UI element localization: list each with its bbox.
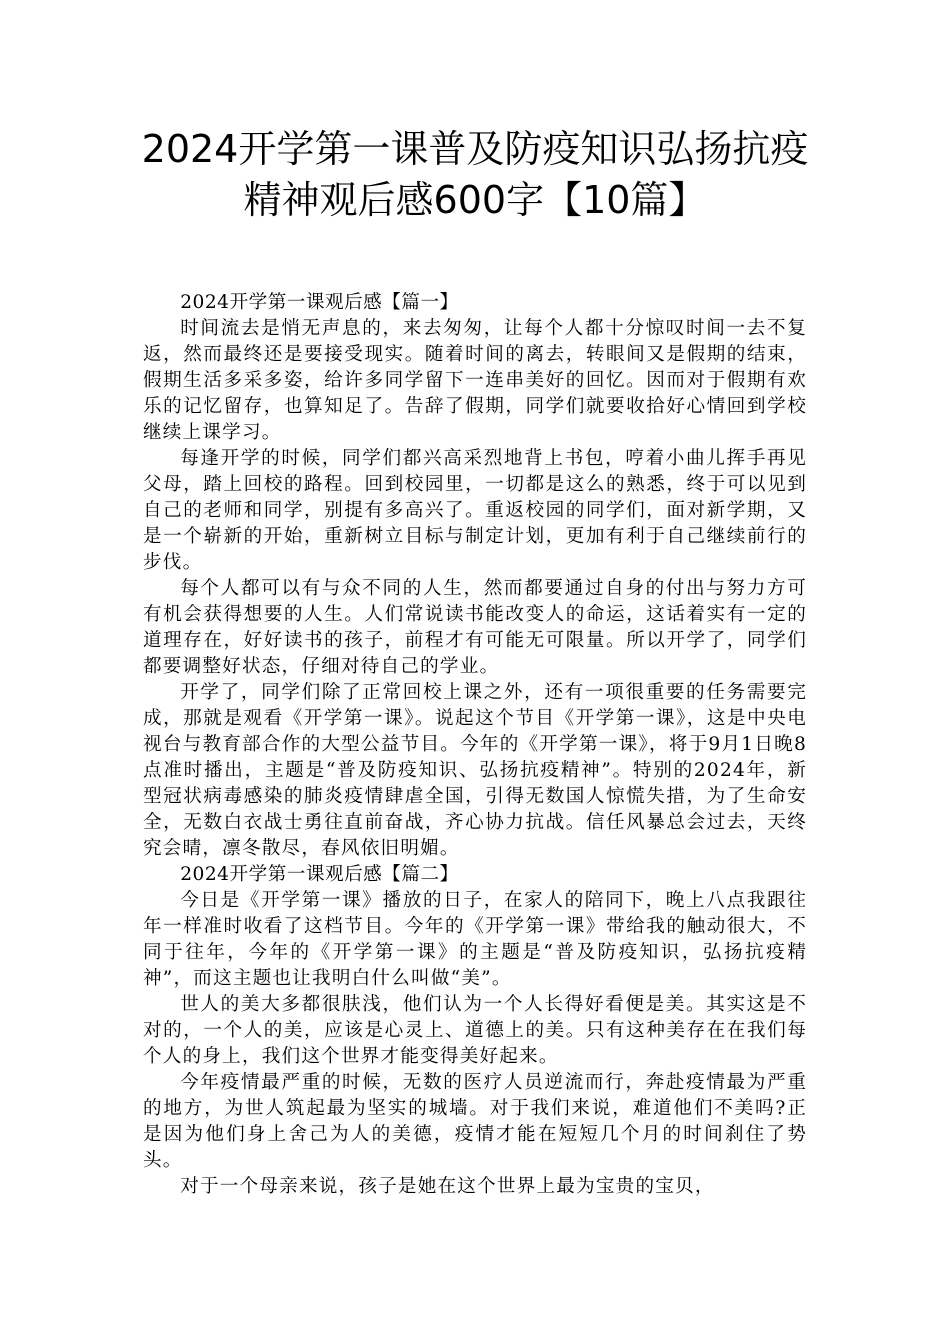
paragraph: 对于一个母亲来说，孩子是她在这个世界上最为宝贵的宝贝， [180, 1176, 715, 1197]
title-line-1: 2024开学第一课普及防疫知识弘扬抗疫 [141, 127, 809, 171]
section-heading-2: 2024开学第一课观后感【篇二】 [180, 864, 459, 885]
title-line-2: 精神观后感600字【10篇】 [243, 178, 707, 222]
paragraph: 开学了，同学们除了正常回校上课之外，还有一项很重要的任务需要完成，那就是观看《开学第一课》。说起这个节目《开学第一课》，这是中央电视台与教育部合作的大型公益节目。今年的《开学第一课》，将于9月1日晚8点准时播出，主题是“普及防疫知识、弘扬抗疫精神”。特别的2024年，新型冠状病毒感染的肺炎疫情肆虐全国，引得无数国人惊慌失措，为了生命安全，无数白衣战士勇往直前奋战，齐心协力抗战。信任风暴总会过去，天终究会晴，凛冬散尽，春风依旧明媚。 [143, 682, 807, 859]
document-body [143, 290, 807, 1200]
paragraph: 每个人都可以有与众不同的人生，然而都要通过自身的付出与努力方可有机会获得想要的人生。人们常说读书能改变人的命运，这话着实有一定的道理存在，好好读书的孩子，前程才有可能无可限量。所以开学了，同学们都要调整好状态，仔细对待自己的学业。 [143, 578, 807, 677]
paragraph: 时间流去是悄无声息的，来去匆匆，让每个人都十分惊叹时间一去不复返，然而最终还是要接受现实。随着时间的离去，转眼间又是假期的结束，假期生活多采多姿，给许多同学留下一连串美好的回忆。因而对于假期有欢乐的记忆留存，也算知足了。告辞了假期，同学们就要收拾好心情回到学校继续上课学习。 [143, 318, 807, 443]
paragraph: 世人的美大多都很肤浅，他们认为一个人长得好看便是美。其实这是不对的，一个人的美，应该是心灵上、道德上的美。只有这种美存在在我们每个人的身上，我们这个世界才能变得美好起来。 [143, 994, 807, 1067]
document-title [100, 124, 850, 226]
section-heading-1: 2024开学第一课观后感【篇一】 [180, 292, 459, 313]
paragraph: 每逢开学的时候，同学们都兴高采烈地背上书包，哼着小曲儿挥手再见父母，踏上回校的路程。回到校园里，一切都是这么的熟悉，终于可以见到自己的老师和同学，别提有多高兴了。重返校园的同学们，面对新学期，又是一个崭新的开始，重新树立目标与制定计划，更加有利于自己继续前行的步伐。 [143, 448, 807, 573]
paragraph: 今日是《开学第一课》播放的日子，在家人的陪同下，晚上八点我跟往年一样准时收看了这档节目。今年的《开学第一课》带给我的触动很大，不同于往年，今年的《开学第一课》的主题是“普及防疫知识，弘扬抗疫精神”，而这主题也让我明白什么叫做“美”。 [143, 890, 807, 989]
paragraph: 今年疫情最严重的时候，无数的医疗人员逆流而行，奔赴疫情最为严重的地方，为世人筑起最为坚实的城墙。对于我们来说，难道他们不美吗?正是因为他们身上舍己为人的美德，疫情才能在短短几个月的时间刹住了势头。 [143, 1072, 807, 1171]
